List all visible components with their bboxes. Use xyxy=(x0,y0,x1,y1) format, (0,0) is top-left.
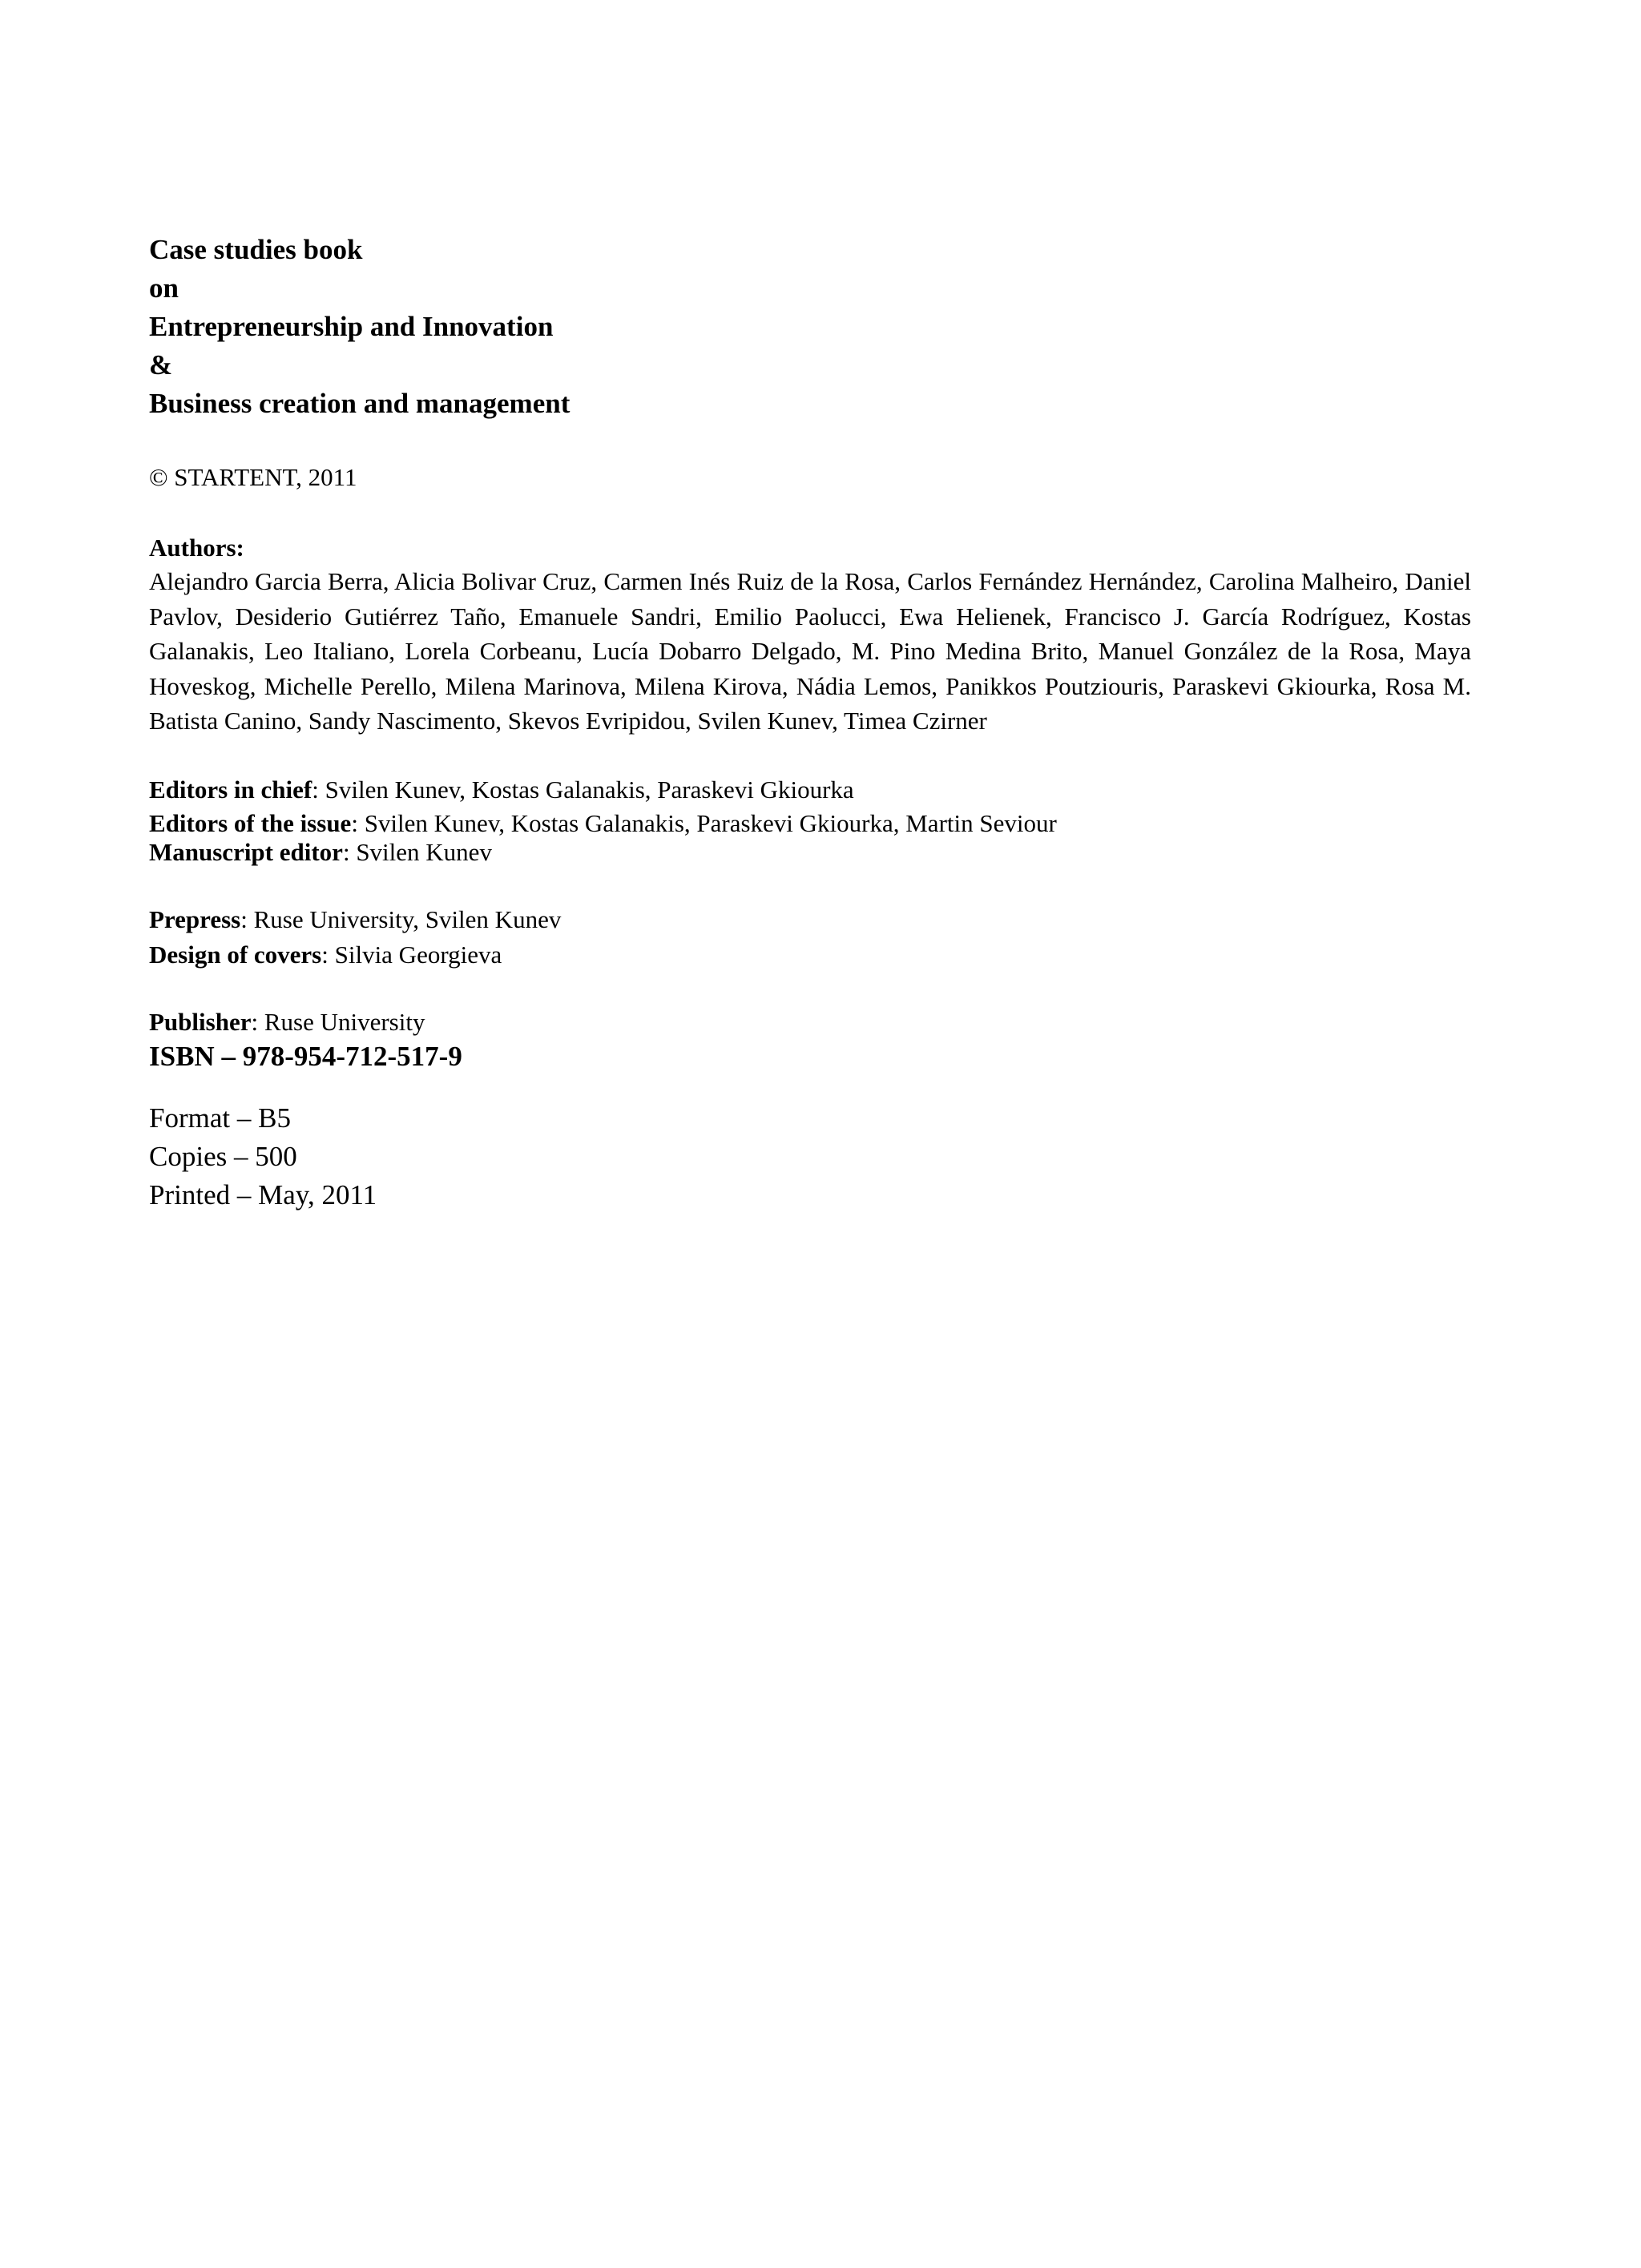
design-of-covers-label: Design of covers xyxy=(149,940,322,969)
title-line-4: & xyxy=(149,349,173,381)
editors-of-issue xyxy=(149,808,1471,840)
isbn: ISBN – 978-954-712-517-9 xyxy=(149,1040,462,1072)
prepress-label: Prepress xyxy=(149,904,241,933)
editors-in-chief xyxy=(149,774,1471,806)
manuscript-editor-value: : Svilen Kunev xyxy=(342,837,492,866)
publisher-label: Publisher xyxy=(149,1007,252,1036)
editors-of-issue-value: : Svilen Kunev, Kostas Galanakis, Paraskevi Gkiourka, Martin Seviour xyxy=(351,808,1057,837)
publisher-block xyxy=(149,1006,1471,1075)
design-of-covers xyxy=(149,939,1471,971)
title-line-1: Case studies book xyxy=(149,234,363,265)
print-format: Format – B5 xyxy=(149,1102,291,1134)
production-block xyxy=(149,904,1471,971)
title-line-5: Business creation and management xyxy=(149,388,571,419)
publisher-value: : Ruse University xyxy=(251,1007,425,1036)
editors-in-chief-value: : Svilen Kunev, Kostas Galanakis, Paraskevi Gkiourka xyxy=(312,775,854,804)
prepress-value: : Ruse University, Svilen Kunev xyxy=(240,904,562,933)
publisher xyxy=(149,1006,1471,1038)
imprint-page xyxy=(149,231,1471,1215)
editors-block xyxy=(149,774,1471,868)
editors-in-chief-label: Editors in chief xyxy=(149,775,312,804)
title-line-2: on xyxy=(149,272,179,304)
copyright-notice: © STARTENT, 2011 xyxy=(149,463,357,491)
print-info xyxy=(149,1099,1471,1215)
authors-list: Alejandro Garcia Berra, Alicia Bolivar Cruz, Carmen Inés Ruiz de la Rosa, Carlos Fernández Hernández, Carolina Malheiro, Daniel Pavlov, Desiderio Gutiérrez Taño, Emanuele Sandri, Emilio Paolucci, Ewa Helienek, Francisco J. García Rodríguez, Kostas Galanakis, Leo Italiano, Lorela Corbeanu, Lucía Dobarro Delgado, M. Pino Medina Brito, Manuel González de la Rosa, Maya Hoveskog, Michelle Perello, Milena Marinova, Milena Kirova, Nádia Lemos, Panikkos Poutziouris, Paraskevi Gkiourka, Rosa M. Batista Canino, Sandy Nascimento, Skevos Evripidou, Svilen Kunev, Timea Czirner xyxy=(149,567,1471,735)
book-title xyxy=(149,231,1471,423)
editors-of-issue-label: Editors of the issue xyxy=(149,808,352,837)
design-of-covers-value: : Silvia Georgieva xyxy=(321,940,502,969)
manuscript-editor-label: Manuscript editor xyxy=(149,837,343,866)
authors-label: Authors: xyxy=(149,534,244,562)
print-copies: Copies – 500 xyxy=(149,1140,297,1172)
print-date: Printed – May, 2011 xyxy=(149,1178,377,1211)
title-line-3: Entrepreneurship and Innovation xyxy=(149,311,554,342)
manuscript-editor xyxy=(149,836,1471,868)
prepress xyxy=(149,904,1471,936)
